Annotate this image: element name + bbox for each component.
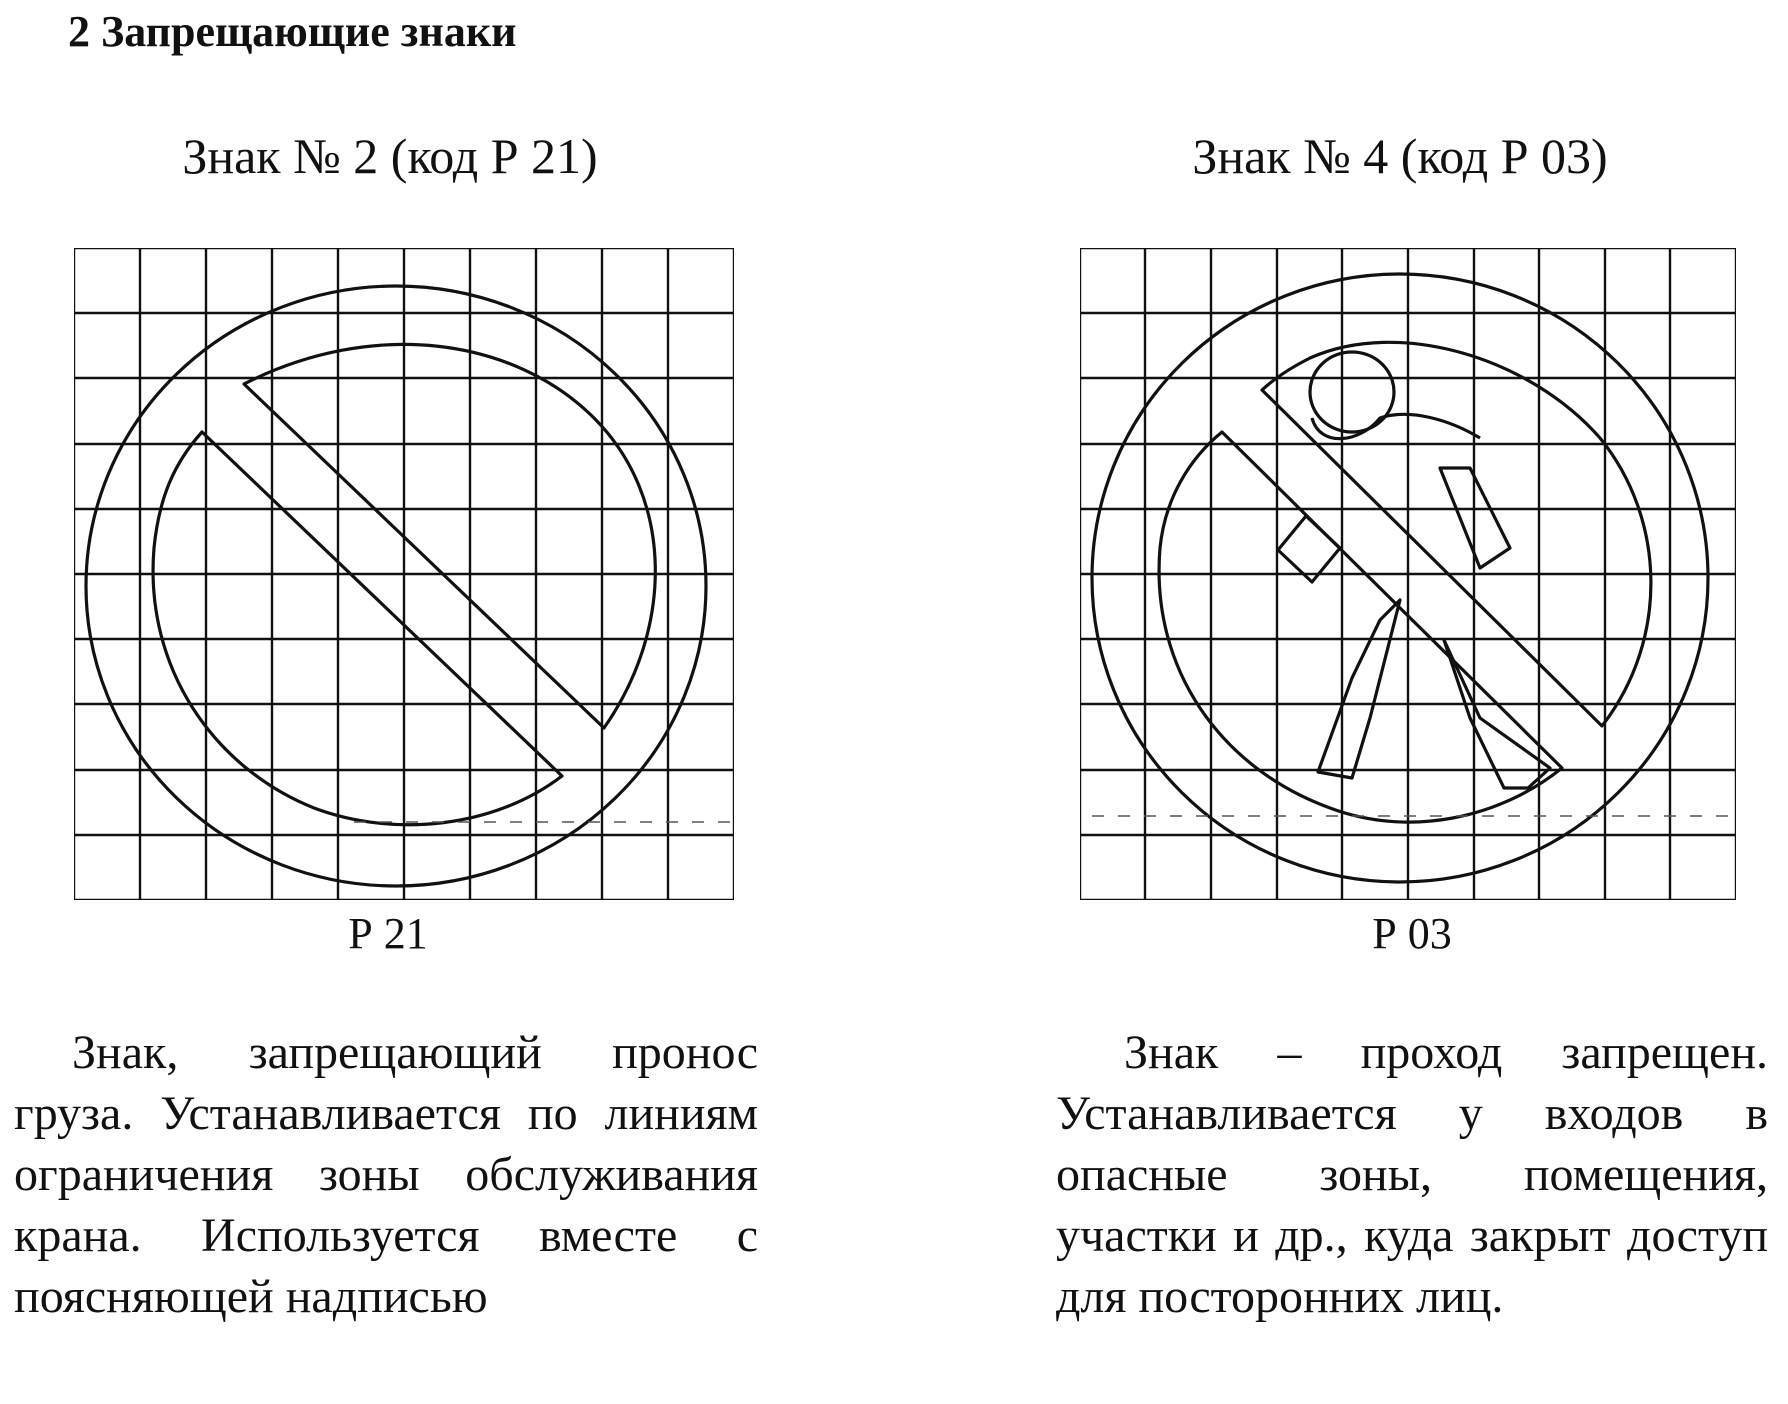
sign-heading-p03: Знак № 4 (код Р 03) <box>1192 128 1608 184</box>
sign-code-p21: Р 21 <box>348 909 428 958</box>
sign-diagram-p03 <box>1080 248 1736 900</box>
sign-heading-p21: Знак № 2 (код Р 21) <box>182 128 598 184</box>
outer-circle <box>1092 274 1708 882</box>
sign-description-p03: Знак – проход запрещен. Устанавливается у входов в опасные зоны, помещения, участки и др., куда закрыт доступ для посторонних лиц. <box>1056 1026 1768 1323</box>
grid <box>1080 248 1736 900</box>
sign-description-p21: Знак, запрещающий пронос груза. Устанавливается по линиям ограничения зоны обслуживания крана. Используется вместе с поясняющей надписью <box>14 1026 758 1323</box>
outer-circle <box>86 286 706 886</box>
sign-code-p03: Р 03 <box>1372 909 1452 958</box>
section-title: 2 Запрещающие знаки <box>68 7 517 56</box>
pedestrian-front-leg-icon <box>1444 640 1550 788</box>
pedestrian-head-icon <box>1310 352 1394 432</box>
pedestrian-back-arm-icon <box>1278 516 1340 582</box>
pedestrian-collar <box>1312 414 1480 438</box>
pedestrian-back-leg-icon <box>1318 600 1400 778</box>
sign-diagram-p21 <box>74 248 734 900</box>
